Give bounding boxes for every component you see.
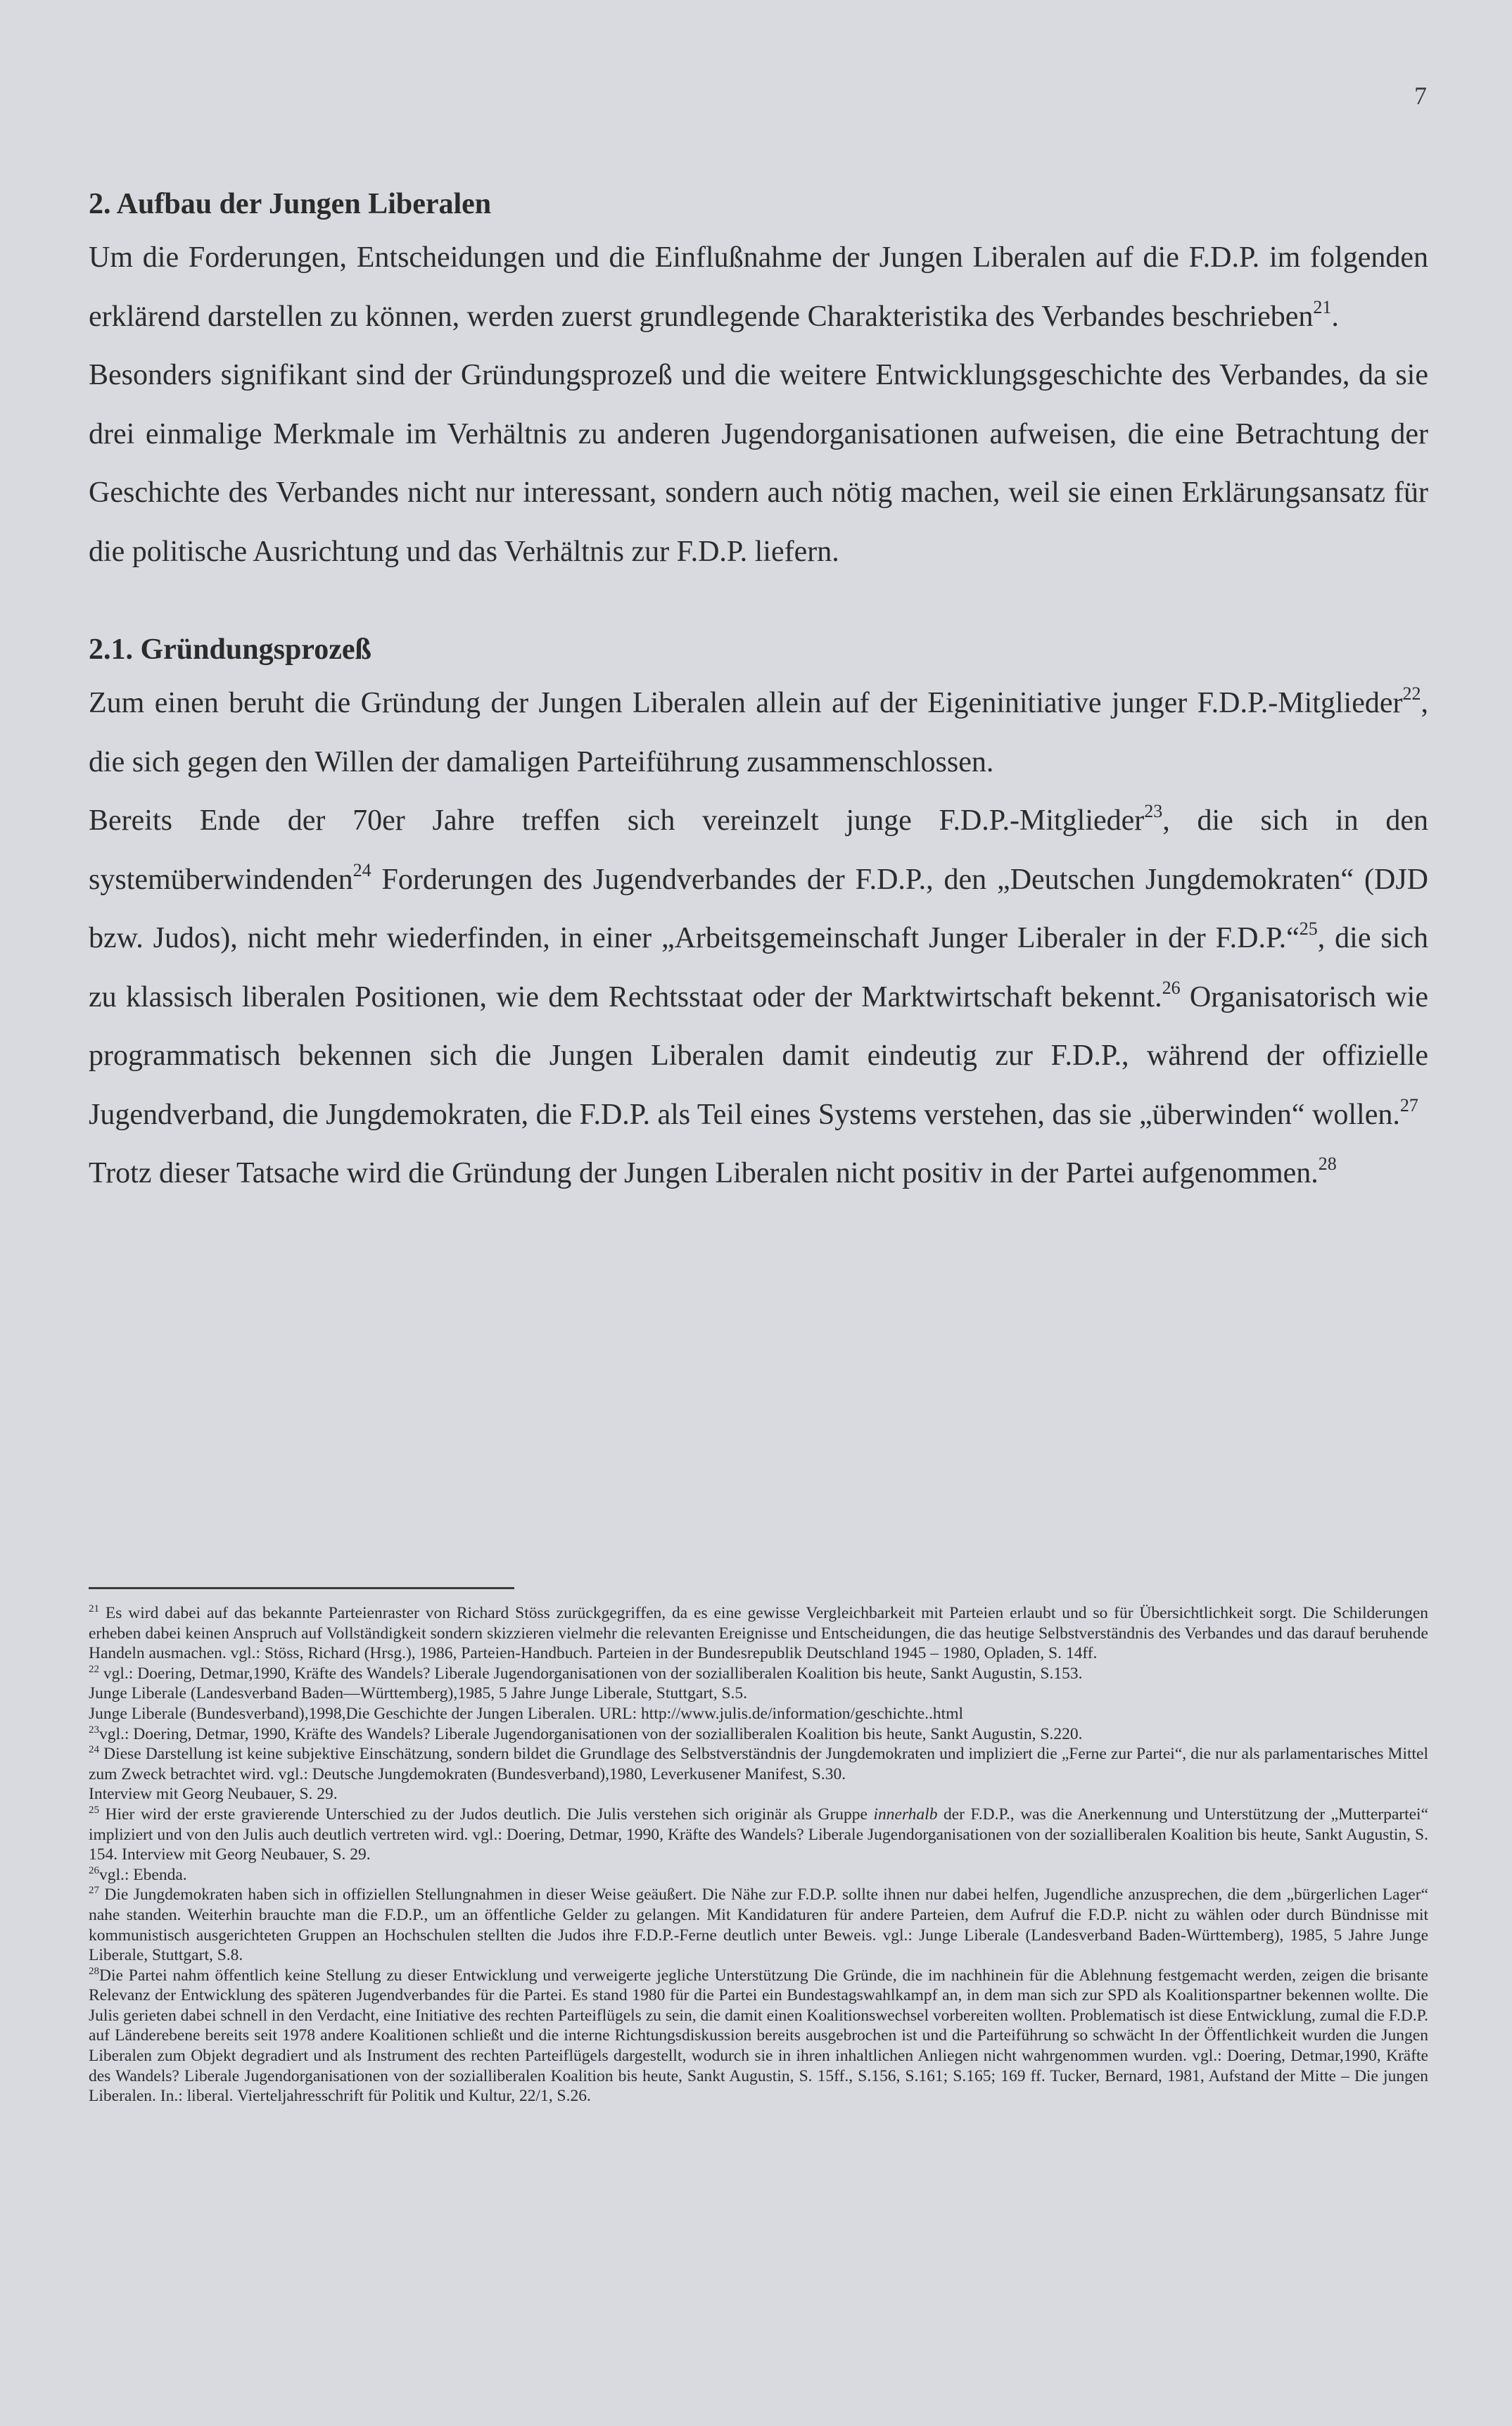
paragraph: Besonders signifikant sind der Gründungsprozeß und die weitere Entwicklungsgeschichte des Verbandes, da sie drei einmalige Merkmale im Verhältnis zu anderen Jugendorganisationen aufweisen, die eine Betrachtung der Geschichte des Verbandes nicht nur interessant, sondern auch nötig machen, weil sie einen Erklärungsansatz für die politische Ausrichtung und das Verhältnis zur F.D.P. liefern. <box>89 359 1428 568</box>
footnote-ref[interactable]: 21 <box>1313 296 1332 317</box>
footnote-number: 27 <box>89 1885 99 1897</box>
footnote-25 <box>89 1805 1428 1865</box>
footnote-ref[interactable]: 28 <box>1318 1154 1337 1174</box>
paragraph-text: , die sich in den systemüberwindenden <box>89 804 1428 896</box>
main-text <box>89 179 1428 1203</box>
footnote-text: der F.D.P., was die Anerkennung und Unterstützung der „Mutterpartei“ impliziert und von den Julis auch deutlich vertreten wird. vgl.: Doering, Detmar, 1990, Kräfte des Wandels? Liberale Jugendorganisationen von der sozialliberalen Koalition bis heute, Sankt Augustin, S. 154. Interview mit Georg Neubauer, S. 29. <box>89 1805 1428 1864</box>
footnote-26 <box>89 1865 1428 1885</box>
footnote-22 <box>89 1664 1428 1724</box>
footnote-number: 26 <box>89 1864 99 1876</box>
footnote-ref[interactable]: 26 <box>1162 977 1181 998</box>
paragraph <box>89 229 1428 346</box>
footnote-line: Junge Liberale (Landesverband Baden—Württemberg),1985, 5 Jahre Junge Liberale, Stuttgart, S.5. <box>89 1684 748 1703</box>
footnote-text: Die Partei nahm öffentlich keine Stellung zu dieser Entwicklung und verweigerte jegliche Unterstützung Die Gründe, die im nachhinein für die Ablehnung festgemacht werden, zeigen die brisante Relevanz der Entwicklung des späteren Jugendverbandes für die Partei. Es stand 1980 für die Partei ein Bundestagswahlkampf an, in dem man sich zur SPD als Koalitionspartner bekennen wollte. Die Julis gerieten dabei schnell in den Verdacht, eine Initiative des rechten Parteiflügels zu sein, die damit einen Koalitionswechsel vorbereiten wollten. Problematisch ist diese Entwicklung, zumal die F.D.P. auf Länderebene bereits seit 1978 andere Koalitionen schließt und die interne Richtungsdiskussion bereits ausgebrochen ist und die Parteiführung so schwächt In der Öffentlichkeit wurden die Jungen Liberalen zum Objekt degradiert und als Instrument des rechten Parteiflügels dargestellt, wodurch sie in ihren inhaltlichen Anliegen nicht wahrgenommen wurden. vgl.: Doering, Detmar,1990, Kräfte des Wandels? Liberale Jugendorganisationen von der sozialliberalen Koalition bis heute, Sankt Augustin, S. 15ff., S.156, S.161; S.165; 169 ff. Tucker, Bernard, 1981, Aufstand der Mitte – Die jungen Liberalen. In.: liberal. Vierteljahresschrift für Politik und Kultur, 22/1, S.26. <box>89 1966 1428 2106</box>
paragraph-text: Bereits Ende der 70er Jahre treffen sich vereinzelt junge F.D.P.-Mitglieder <box>89 804 1145 837</box>
footnote-number: 21 <box>89 1603 99 1615</box>
paragraph-text: Um die Forderungen, Entscheidungen und die Einflußnahme der Jungen Liberalen auf die F.D.P. im folgenden erklärend darstellen zu können, werden zuerst grundlegende Charakteristika des Verbandes beschrieben <box>89 241 1428 333</box>
footnote-text: vgl.: Doering, Detmar, 1990, Kräfte des Wandels? Liberale Jugendorganisationen von der sozialliberalen Koalition bis heute, Sankt Augustin, S.220. <box>99 1724 1083 1743</box>
footnote-line: Junge Liberale (Bundesverband),1998,Die Geschichte der Jungen Liberalen. URL: http://www.julis.de/information/geschichte..html <box>89 1704 963 1723</box>
footnote-text: Interview mit Georg Neubauer, S. 29. <box>89 1785 338 1804</box>
paragraph-text: Organisatorisch wie programmatisch bekennen sich die Jungen Liberalen damit eindeutig zur F.D.P., während der offizielle Jugendverband, die Jungdemokraten, die F.D.P. als Teil eines Systems verstehen, das sie „überwinden“ wollen. <box>89 980 1428 1131</box>
paragraph-text: Forderungen des Jugendverbandes der F.D.P., den „Deutschen Jungdemokraten“ (DJD bzw. Judos), nicht mehr wiederfinden, in einer „Arbeitsgemeinschaft Junger Liberaler in der F.D.P.“ <box>89 863 1428 954</box>
footnote-24 <box>89 1744 1428 1805</box>
footnote-ref[interactable]: 27 <box>1399 1094 1418 1116</box>
footnote-23 <box>89 1724 1428 1745</box>
footnote-number: 25 <box>89 1804 99 1816</box>
footnote-ref[interactable]: 23 <box>1144 801 1163 821</box>
paragraph-text: Zum einen beruht die Gründung der Jungen Liberalen allein auf der Eigeninitiative junger F.D.P.-Mitglieder <box>89 687 1403 719</box>
footnote-number: 28 <box>89 1965 99 1977</box>
footnote-28 <box>89 1966 1428 2106</box>
footnote-emphasis: innerhalb <box>873 1805 938 1824</box>
footnote-ref[interactable]: 25 <box>1299 918 1318 939</box>
paragraph-text: Trotz dieser Tatsache wird die Gründung der Jungen Liberalen nicht positiv in der Partei aufgenommen. <box>89 1157 1319 1189</box>
footnote-text: Diese Darstellung ist keine subjektive Einschätzung, sondern bildet die Grundlage des Selbstverständnis der Jungdemokraten und impliziert die „Ferne zur Partei“, die nur als parlamentarisches Mittel zum Zweck betrachtet wird. vgl.: Deutsche Jungdemokraten (Bundesverband),1980, Leverkusener Manifest, S.30. <box>89 1745 1428 1783</box>
footnotes <box>89 1603 1428 2106</box>
footnote-21 <box>89 1603 1428 1664</box>
paragraph <box>89 1144 1428 1203</box>
paragraph <box>89 792 1428 1144</box>
paragraph <box>89 674 1428 792</box>
paragraph-text: , die sich zu klassisch liberalen Positionen, wie dem Rechtsstaat oder der Marktwirtschaft bekennt. <box>89 922 1428 1013</box>
paragraph-text: . <box>1331 300 1339 333</box>
footnote-text: Hier wird der erste gravierende Unterschied zu der Judos deutlich. Die Julis verstehen sich originär als Gruppe <box>99 1805 874 1824</box>
footnote-number: 23 <box>89 1724 99 1736</box>
footnote-number: 22 <box>89 1663 99 1675</box>
footnote-text: vgl.: Ebenda. <box>99 1865 187 1884</box>
paragraph-text: , die sich gegen den Willen der damaligen Parteiführung zusammenschlossen. <box>89 687 1428 778</box>
footnote-number: 24 <box>89 1744 99 1756</box>
footnote-text: Die Jungdemokraten haben sich in offiziellen Stellungnahmen in dieser Weise geäußert. Die Nähe zur F.D.P. sollte ihnen nur dabei helfen, Jugendliche anzusprechen, die dem „bürgerlichen Lager“ nahe standen. Weiterhin brauchte man die F.D.P., um an öffentliche Gelder zu gelangen. Mit Kandidaturen für andere Parteien, dem Aufruf die F.D.P. nicht zu wählen oder durch Bündnisse mit kommunistisch ausgerichteten Gruppen an Hochschulen stellten die Judos ihre F.D.P.-Ferne deutlich unter Beweis. vgl.: Junge Liberale (Landesverband Baden-Württemberg), 1985, 5 Jahre Junge Liberale, Stuttgart, S.8. <box>89 1885 1428 1965</box>
footnote-ref[interactable]: 22 <box>1402 683 1421 704</box>
footnote-separator <box>89 1587 514 1589</box>
section-heading-gruendungsprozess: 2.1. Gründungsprozeß <box>89 633 371 666</box>
section-heading-aufbau: 2. Aufbau der Jungen Liberalen <box>89 188 492 220</box>
footnote-text: vgl.: Doering, Detmar,1990, Kräfte des Wandels? Liberale Jugendorganisationen von der sozialliberalen Koalition bis heute, Sankt Augustin, S.153. <box>99 1664 1083 1683</box>
footnote-text: Es wird dabei auf das bekannte Parteienraster von Richard Stöss zurückgegriffen, da es eine gewisse Vergleichbarkeit mit Parteien erlaubt und so für Übersichtlichkeit sorgt. Die Schilderungen erheben dabei keinen Anspruch auf Vollständigkeit sondern skizzieren vielmehr die relevanten Ereignisse und Entscheidungen, die das heutige Selbstverständnis des Verbandes und das darauf beruhende Handeln ausmachen. vgl.: Stöss, Richard (Hrsg.), 1986, Parteien-Handbuch. Parteien in der Bundesrepublik Deutschland 1945 – 1980, Opladen, S. 14ff. <box>89 1604 1428 1663</box>
footnote-line <box>89 1664 1428 1684</box>
footnote-ref[interactable]: 24 <box>352 859 371 880</box>
page-number: 7 <box>1414 82 1427 110</box>
footnote-27 <box>89 1885 1428 1965</box>
